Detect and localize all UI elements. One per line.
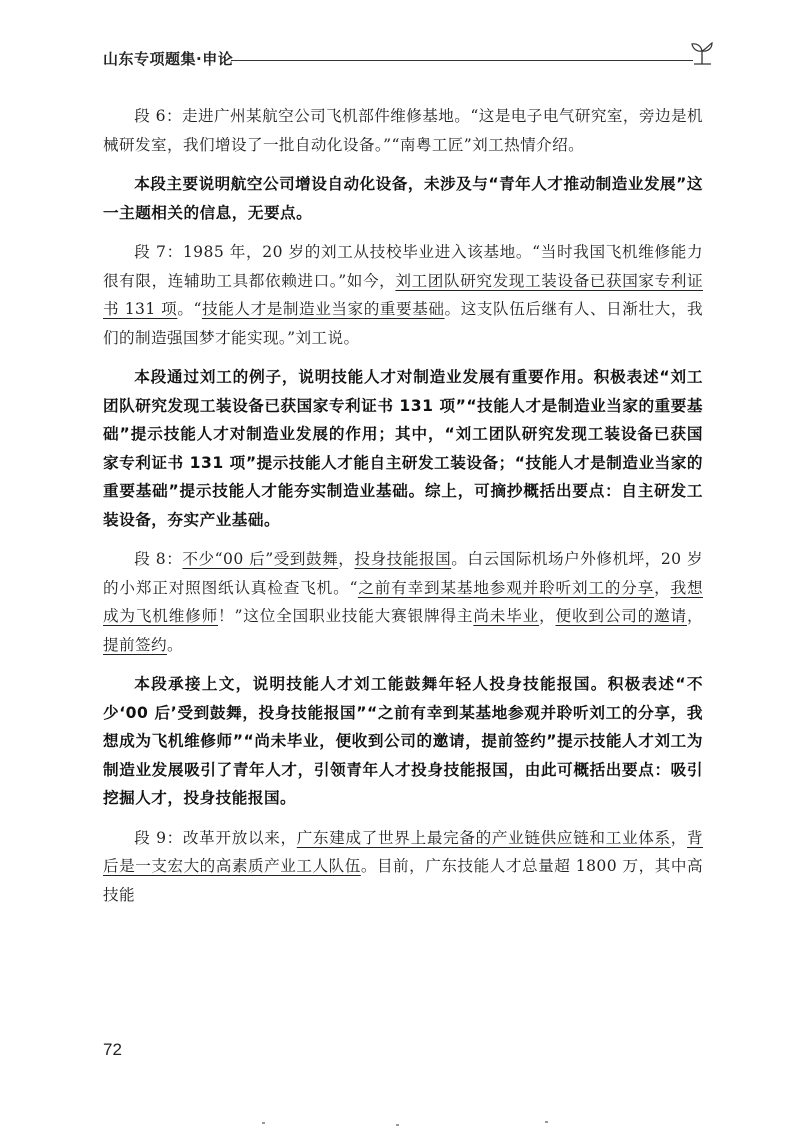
underlined-phrase: 提前签约 bbox=[103, 635, 167, 654]
running-header bbox=[103, 44, 713, 74]
scan-speck bbox=[396, 1124, 399, 1126]
underlined-phrase: 广东建成了世界上最完备的产业链供应链和工业体系 bbox=[296, 828, 671, 847]
underlined-phrase: 便收到公司的邀请 bbox=[555, 607, 687, 625]
underlined-phrase: 不少“00 后”受到鼓舞 bbox=[182, 550, 339, 568]
text-run: 本段通过刘工的例子，说明技能人才对制造业发展有重要作用。积极表述“刘工团队研究发现工装设备已获国家专利证书 131 项”“技能人才是制造业当家的重要基础”提示技能人才对制造业发展的作用；其中，“刘工团队研究发现工装设备已获国家专利证书 131 项”提示技能人才能自主研发工装设备；“技能人才是制造业当家的重要基础”提示技能人才能夯实制造业基础。综上，可摘抄概括出要点：自主研发工装设备，夯实产业基础。 bbox=[103, 368, 703, 529]
text-run: 本段主要说明航空公司增设自动化设备，未涉及与“青年人才推动制造业发展”这一主题相关的信息，无要点。 bbox=[103, 175, 703, 222]
source-paragraph bbox=[103, 102, 703, 159]
text-run: ， bbox=[654, 578, 671, 597]
text-run: 段 6：走进广州某航空公司飞机部件维修基地。“这是电子电气研究室，旁边是机械研发室，我们增设了一批自动化设备。”“南粤工匠”刘工热情介绍。 bbox=[103, 107, 703, 154]
sprout-icon bbox=[689, 40, 715, 66]
analysis-paragraph bbox=[103, 363, 703, 534]
text-run: 段 9：改革开放以来， bbox=[134, 828, 297, 847]
text-run: 。白云国际机场户外修机坪，20 岁的小郑正对照图纸认真检查飞机。“ bbox=[103, 550, 703, 597]
text-run: ， bbox=[670, 828, 688, 847]
text-run: 。 bbox=[166, 635, 183, 654]
scan-speck bbox=[545, 1121, 548, 1123]
source-paragraph bbox=[103, 545, 703, 659]
book-title: 山东专项题集·申论 bbox=[103, 50, 234, 68]
text-run: 。“ bbox=[177, 300, 202, 318]
underlined-phrase: 背后是一支宏大的高素质产业工人队伍 bbox=[103, 828, 704, 875]
text-run: 。这支队伍后继有人、日渐壮大，我们的制造强国梦才能实现。”刘工说。 bbox=[103, 300, 703, 347]
underlined-phrase: 我想成为飞机维修师 bbox=[103, 578, 703, 625]
analysis-paragraph bbox=[103, 670, 703, 813]
text-run: ， bbox=[686, 607, 703, 625]
text-run: ！”这位全国职业技能大赛银牌得主 bbox=[218, 607, 474, 625]
underlined-phrase: 技能人才是制造业当家的重要基础 bbox=[201, 300, 445, 318]
underlined-phrase: 刘工团队研究发现工装设备已获国家专利证书 131 项 bbox=[103, 271, 703, 318]
source-paragraph bbox=[103, 824, 703, 910]
text-run: ， bbox=[338, 550, 355, 568]
text-run: ， bbox=[539, 607, 556, 625]
analysis-paragraph bbox=[103, 170, 703, 227]
header-rule bbox=[231, 60, 693, 61]
text-run: 。目前，广东技能人才总量超 1800 万，其中高技能 bbox=[103, 857, 703, 904]
underlined-phrase: 之前有幸到某基地参观并聆听刘工的分享 bbox=[357, 578, 655, 597]
text-run: 段 7：1985 年，20 岁的刘工从技校毕业进入该基地。“当时我国飞机维修能力很有限，连辅助工具都依赖进口。”如今， bbox=[103, 243, 703, 290]
scan-speck bbox=[262, 1122, 265, 1124]
text-run: 段 8： bbox=[134, 550, 183, 568]
page-body bbox=[103, 102, 703, 920]
underlined-phrase: 投身技能报国 bbox=[354, 550, 452, 568]
underlined-phrase: 尚未毕业 bbox=[473, 607, 540, 625]
page-number: 72 bbox=[103, 1040, 122, 1059]
text-run: 本段承接上文，说明技能人才刘工能鼓舞年轻人投身技能报国。积极表述“不少‘00 后’受到鼓舞，投身技能报国”“之前有幸到某基地参观并聆听刘工的分享，我想成为飞机维修师”“尚未毕业，便收到公司的邀请，提前签约”提示技能人才刘工为制造业发展吸引了青年人才，引领青年人才投身技能报国，由此可概括出要点：吸引挖掘人才，投身技能报国。 bbox=[103, 675, 703, 807]
source-paragraph bbox=[103, 238, 703, 352]
